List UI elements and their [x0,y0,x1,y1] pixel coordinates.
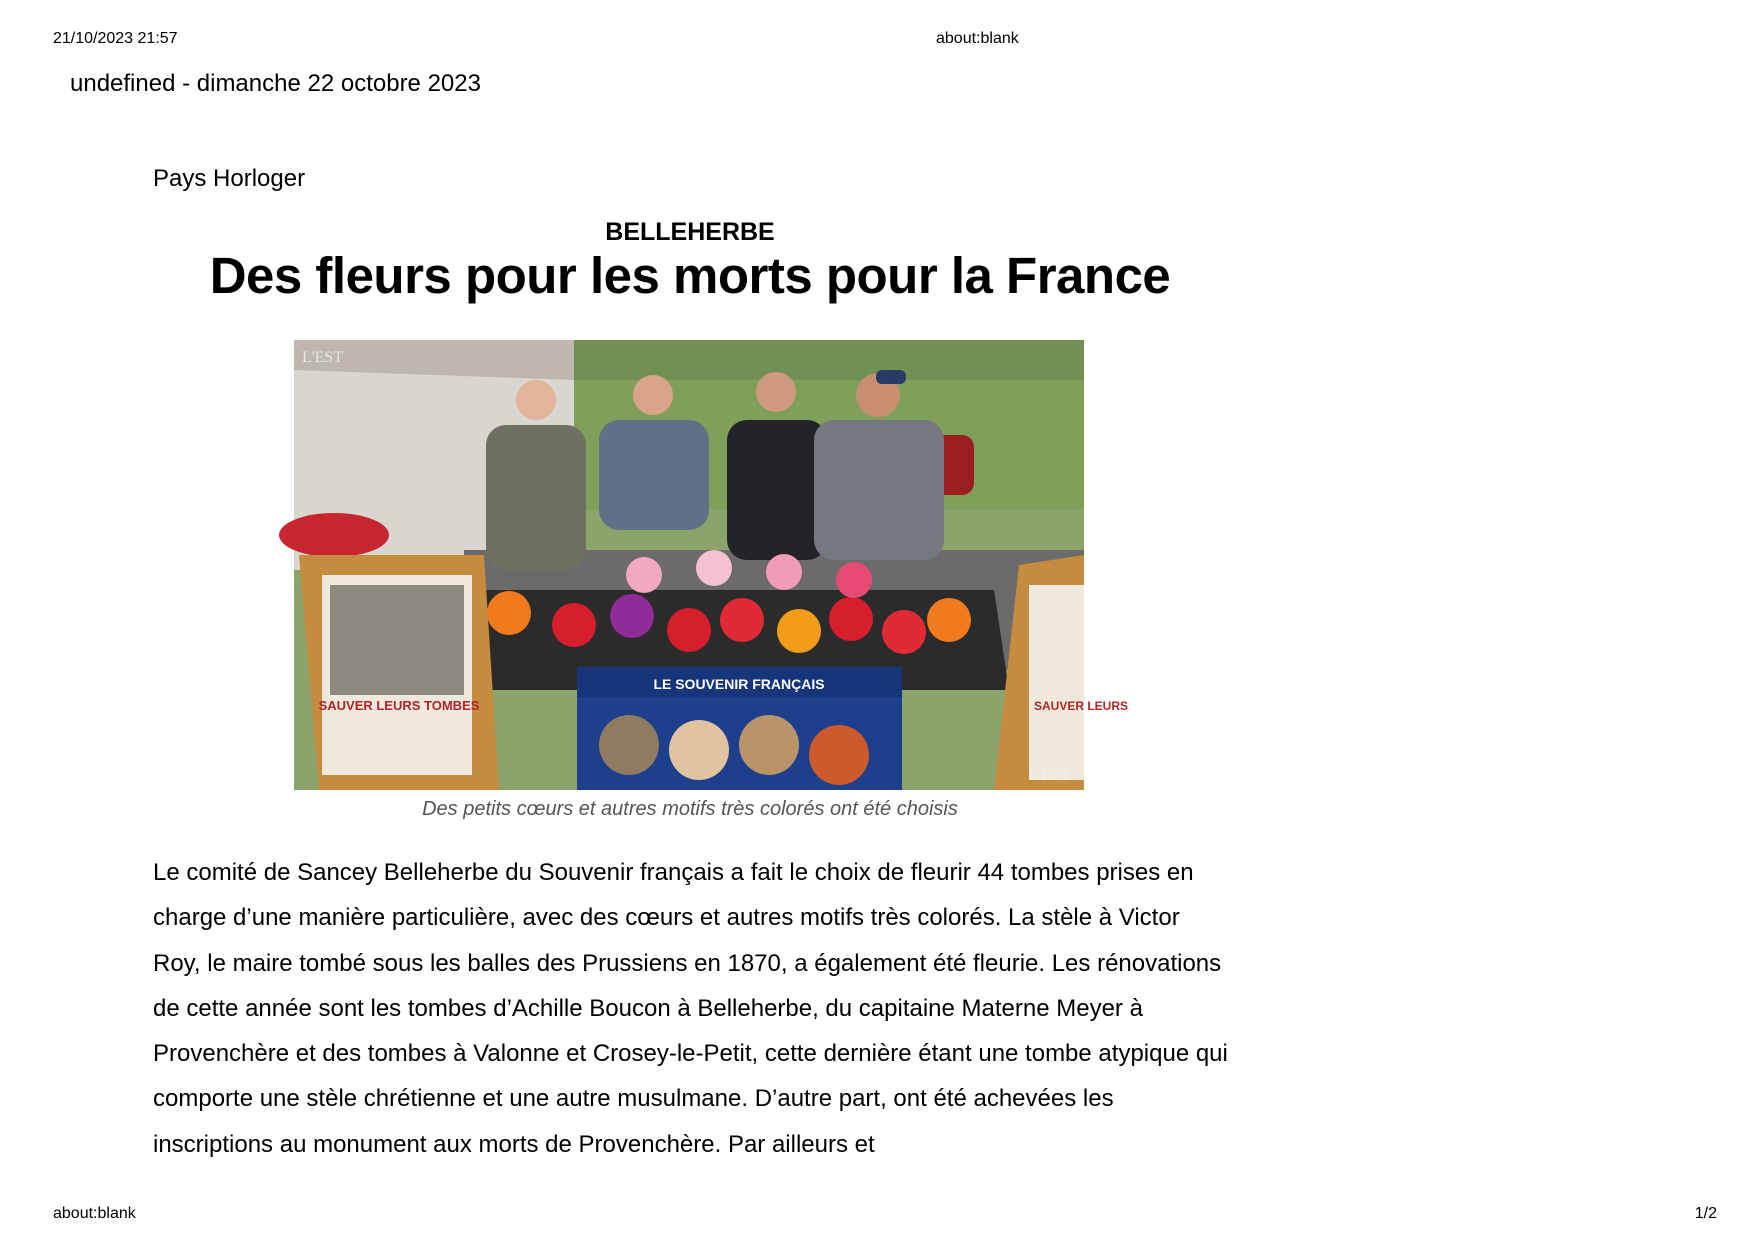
poster-right-text: SAUVER LEURS [1034,699,1129,713]
print-header-datetime: 21/10/2023 21:57 [53,30,178,47]
poster-left-text: SAUVER LEURS TOMBES [318,698,480,713]
article-photo [294,340,1129,790]
print-header-url: about:blank [936,30,1019,47]
article-paragraph: Le comité de Sancey Belleherbe du Souvenir français a fait le choix de fleurir 44 tombes prises en charge d’une manière particulière, avec des cœurs et autres motifs très colorés. La stèle à Victor Roy, le maire tombé sous les balles des Prussiens en 1870, a également été fleurie. Les rénovations de cette année sont les tombes d’Achille Boucon à Belleherbe, du capitaine Materne Meyer à Provenchère et des tombes à Valonne et Crosey-le-Petit, cette dernière étant une tombe atypique qui comporte une stèle chrétienne et une autre musulmane. D’autre part, ont été achevées les inscriptions au monument aux morts de Provenchère. Par ailleurs et [153,859,1228,1158]
banner-title: LE SOUVENIR FRANÇAIS [653,676,825,692]
photo-illustration [294,340,1129,790]
article-kicker: BELLEHERBE [605,218,775,246]
edition-line: undefined - dimanche 22 octobre 2023 [70,70,481,97]
watermark-bottom: L'EST [1029,767,1071,784]
article-title: Des fleurs pour les morts pour la France [209,247,1171,304]
watermark-top: L'EST [302,349,344,366]
section-name: Pays Horloger [153,165,306,192]
photo-caption: Des petits cœurs et autres motifs très colorés ont été choisis [422,798,958,820]
article-body [153,850,1233,1167]
page-number: 1/2 [1694,1205,1717,1222]
print-footer-url: about:blank [53,1205,136,1222]
